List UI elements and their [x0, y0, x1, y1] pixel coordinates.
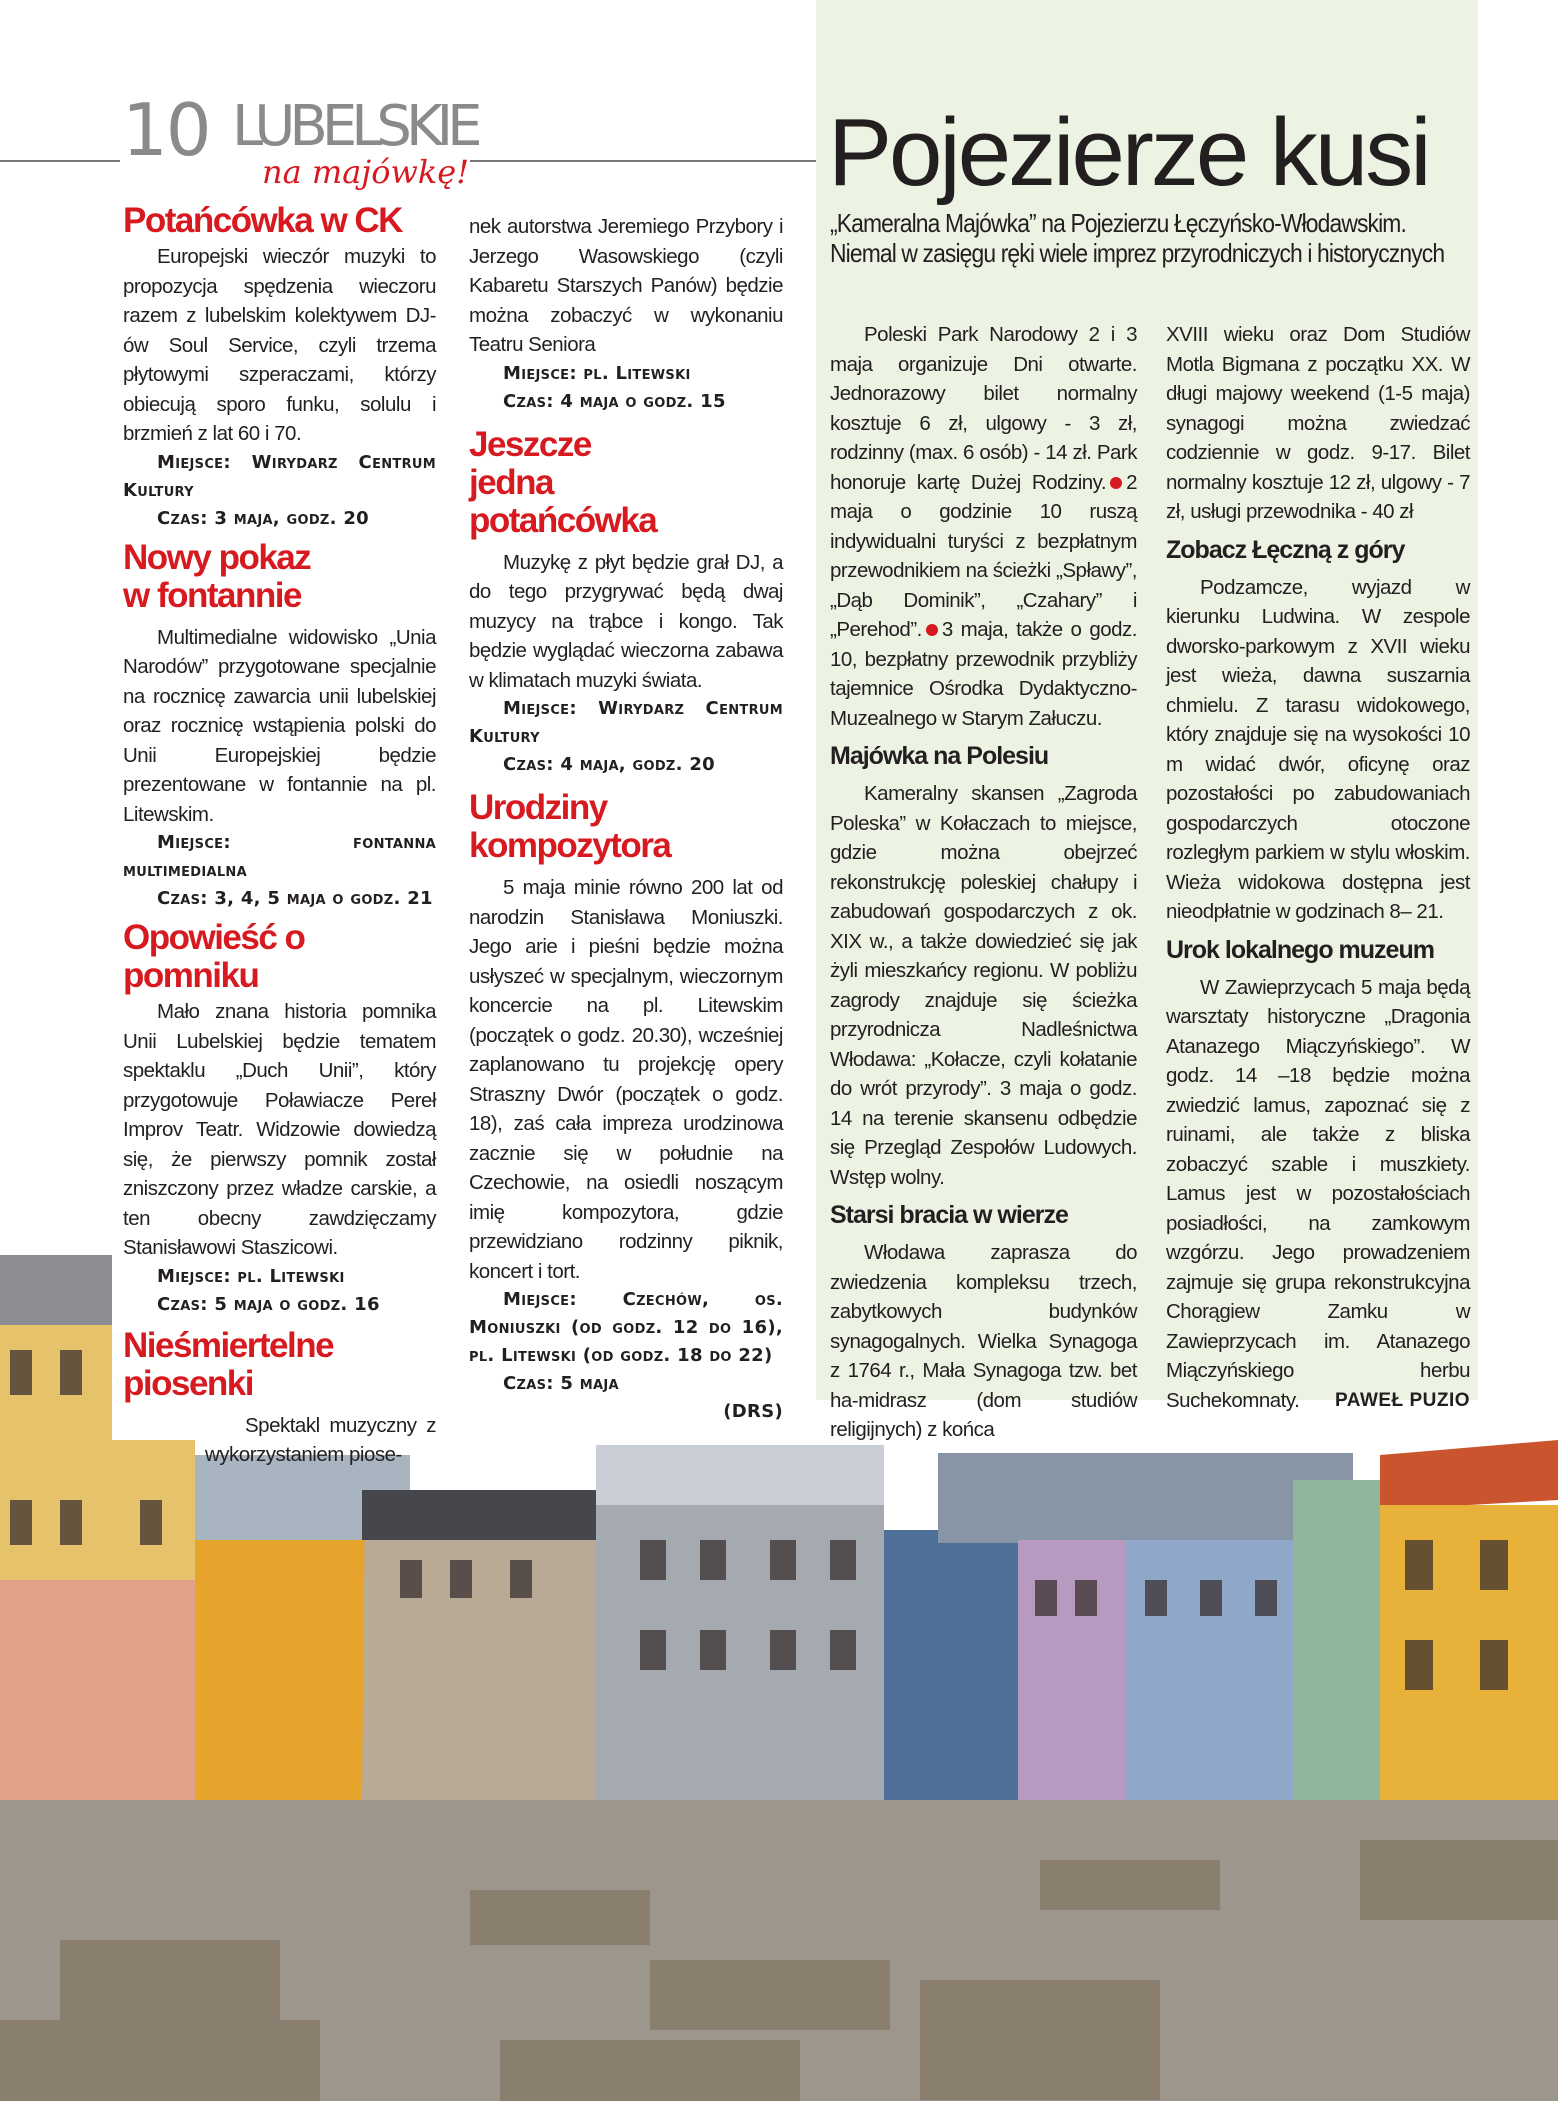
- section-body-text: W Zawieprzycach 5 maja będą warsztaty historyczne „Dragonia Atanazego Miączyńskiego”. W godz. 14 –18 będzie można zwiedzić lamus, zapoznać się z ruinami, ale także z bliska zobaczyć szable i muszkiety. Lamus jest w pozostałościach posiadłości, na zamkowym wzgórzu. Jego prowadzeniem zajmuje się grupa rekonstrukcyjna Chorągiew Zamku w Zawieprzycach im. Atanazego Miączyńskiego herbu Suchekomnaty.: [1166, 975, 1470, 1412]
- article-place: Miejsce: Wirydarz Centrum Kultury: [469, 698, 783, 747]
- article-body: Muzykę z płyt będzie grał DJ, a do tego przygrywać będą dwaj muzycy na trąbce i kongo. Tak będzie wyglądać wieczorna zabawa w klimatach muzyki świata.: [469, 550, 783, 692]
- article-body: Mało znana historia pomnika Unii Lubelskiej będzie tematem spektaklu „Duch Unii”, który przygotowuje Poławiacze Pereł Improv Teatr. Widzowie dowiedzą się, że pierwszy pomnik został zniszczony przez władze carskie, a ten obecny zawdzięczamy Stanisławowi Staszicowi.: [123, 1000, 436, 1259]
- article-place: Miejsce: Wirydarz Centrum Kultury: [123, 451, 436, 501]
- article-urodziny: [469, 789, 783, 1426]
- intro-segment: 3 maja, także o godz. 10, bezpłatny przewodnik przybliży tajemnice Ośrodka Dydaktyczno-Muzealnego w Starym Załuczu.: [830, 618, 1137, 730]
- article-title: Jeszcze jedna potańcówka: [469, 424, 657, 540]
- article-time: Czas: 4 maja, godz. 20: [503, 754, 716, 775]
- article-potancowka: [123, 202, 436, 533]
- article-time: Czas: 5 maja o godz. 16: [157, 1293, 380, 1315]
- article-potancowka-2: [469, 426, 783, 780]
- article-title: Nieśmiertelne piosenki: [123, 1325, 334, 1403]
- bullet-icon: [926, 624, 938, 636]
- feature-column-2: [1166, 320, 1470, 1415]
- article-time: Czas: 3 maja, godz. 20: [157, 507, 370, 529]
- article-place: Miejsce: pl. Litewski: [157, 1265, 345, 1287]
- intro-segment: 2 maja o godzinie 10 ruszą indywidualni turyści z bezpłatnym przewodnikiem na ścieżki „Spławy”, „Dąb Dominik”, „Czahary” i „Perehod”.: [830, 470, 1137, 641]
- article-body-start: Spektakl muzyczny z wykorzystaniem piose-: [205, 1413, 436, 1466]
- article-title: Opowieść o pomniku: [123, 918, 305, 995]
- section-title: Zobacz Łęczną z góry: [1166, 535, 1405, 564]
- article-pomnik: [123, 919, 436, 1319]
- section-title: Urok lokalnego muzeum: [1166, 935, 1434, 964]
- article-title: Urodziny kompozytora: [469, 788, 671, 865]
- article-body: Multimedialne widowisko „Unia Narodów” przygotowane specjalnie na rocznicę zawarcia unii lubelskiej oraz rocznicę wstąpienia polski do Unii Europejskiej będzie prezentowane w fontannie na pl. Litewskim.: [123, 625, 436, 826]
- article-title: Potańcówka w CK: [123, 201, 402, 240]
- feature-intro: [830, 320, 1137, 733]
- column-1: [123, 196, 436, 1470]
- feature-byline: PAWEŁ PUZIO: [1335, 1389, 1470, 1411]
- article-place: Miejsce: pl. Litewski: [503, 362, 691, 384]
- section-body: Kameralny skansen „Zagroda Poleska” w Kołaczach to miejsce, gdzie można obejrzeć rekonstrukcję poleskiej chałupy i zabudowań gospodarczych z ok. XIX w., a także dowiedzieć się jak żyli mieszkańcy regionu. W pobliżu zagrody znajduje się ścieżka przyrodnicza Nadleśnictwa Włodawa: „Kołacze, czyli kołatanie do wrót przyrody”. 3 maja o godz. 14 na terenie skansenu odbędzie się Przegląd Zespołów Ludowych. Wstęp wolny.: [830, 782, 1137, 1189]
- article-body: Europejski wieczór muzyki to propozycja spędzenia wieczoru razem z lubelskim kolektywem DJ-ów Soul Service, czyli trzema płytowymi szperaczami, którzy obiecują sporo funku, solulu i brzmień z lat 60 i 70.: [123, 245, 436, 445]
- feature-column-1: [830, 320, 1137, 1445]
- article-time: Czas: 4 maja o godz. 15: [503, 390, 726, 412]
- section-body: Włodawa zaprasza do zwiedzenia kompleksu trzech, zabytkowych budynków synagogalnych. Wielka Synagoga z 1764 r., Mała Synagoga tzw. bet ha-midrasz (dom studiów religijnych) z końca: [830, 1241, 1137, 1441]
- intro-segment: Poleski Park Narodowy 2 i 3 maja organizuje Dni otwarte. Jednorazowy bilet normalny kosztuje 6 zł, ulgowy - 3 zł, rodzinny (max. 6 osób) - 14 zł. Park honoruje kartę Dużej Rodziny.: [830, 323, 1137, 494]
- page-number: 10: [122, 88, 210, 172]
- section-title: Majówka na Polesiu: [830, 742, 1049, 770]
- column-2: [469, 212, 783, 1426]
- section-title: Starsi bracia w wierze: [830, 1201, 1068, 1229]
- article-byline: (DRS): [723, 1401, 783, 1422]
- article-body-continued: nek autorstwa Jeremiego Przybory i Jerzego Wasowskiego (czyli Kabaretu Starszych Panów) będzie można zobaczyć w wykonaniu Teatru Seniora: [469, 215, 783, 356]
- section-tagline: na majówkę!: [262, 153, 470, 191]
- article-place: Miejsce: Czechów, os. Moniuszki (od godz. 12 do 16), pl. Litewski (od godz. 18 do 22): [469, 1289, 783, 1366]
- article-time: Czas: 3, 4, 5 maja o godz. 21: [157, 888, 433, 909]
- section-body: Podzamcze, wyjazd w kierunku Ludwina. W zespole dworsko-parkowym z XVII wieku jest wieża, dawna suszarnia chmielu. Z tarasu widokowego, który znajduje się na wysokości 10 m widać dwór, oficynę oraz pozostałości po zabudowaniach gospodarczych otoczone rozległym parkiem w stylu włoskim. Wieża widokowa dostępna jest nieodpłatnie w godzinach 8– 21.: [1166, 575, 1470, 923]
- feature-title: Pojezierze kusi: [828, 99, 1429, 206]
- header-rule-left: [0, 160, 120, 162]
- article-time: Czas: 5 maja: [503, 1373, 619, 1394]
- section-body-continued: XVIII wieku oraz Dom Studiów Motla Bigmana z początku XX. W długi majowy weekend (1-5 maja) synagogi można zwiedzać codziennie w godz. 9-17. Bilet normalny kosztuje 12 zł, ulgowy - 7 zł, usługi przewodnika - 40 zł: [1166, 323, 1470, 523]
- section-body: [1166, 973, 1470, 1416]
- section-title: LUBELSKIE: [232, 94, 477, 159]
- article-fontanna: [123, 539, 436, 914]
- article-place: Miejsce: fontanna multimedialna: [123, 832, 436, 881]
- article-piosenki: [123, 1327, 436, 1470]
- article-title: Nowy pokaz w fontannie: [123, 537, 311, 615]
- bullet-icon: [1110, 477, 1122, 489]
- header-rule-right: [470, 160, 816, 162]
- feature-lead: „Kameralna Majówka” na Pojezierzu Łęczyńsko-Włodawskim. Niemal w zasięgu ręki wiele imprez przyrodniczych i historycznych: [830, 208, 1445, 268]
- article-body: 5 maja minie równo 200 lat od narodzin Stanisława Moniuszki. Jego arie i pieśni będzie można usłyszeć w specjalnym, wieczornym koncercie na pl. Litewskim (początek o godz. 20.30), wcześniej zaplanowano tu projekcję opery Straszny Dwór (początek o godz. 18), zaś cała impreza urodzinowa zacznie się w południe na Czechowie, na osiedli noszącym imię kompozytora, gdzie przewidziano rodzinny piknik, koncert i tort.: [469, 876, 783, 1283]
